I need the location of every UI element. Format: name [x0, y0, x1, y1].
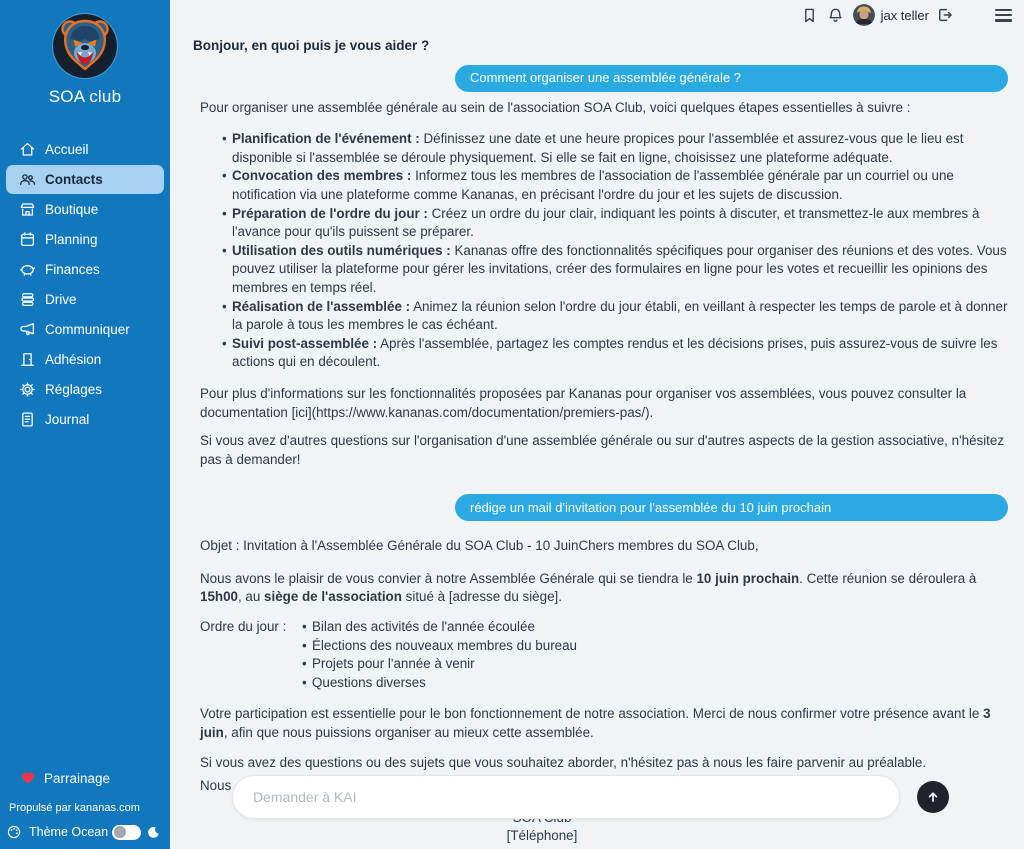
bullet-text: Définissez une date et une heure propices pour l'assemblée et assurez-vous que le lieu est disponible si l'assemblée se déroule physiquement. Si elle se fait en ligne, choisissez une plateforme adéquate. [232, 131, 964, 165]
steps-list [200, 130, 1008, 372]
sidebar-item-planning[interactable] [6, 225, 164, 254]
sidebar [0, 0, 170, 849]
drive-icon [18, 291, 36, 309]
sidebar-item-label: Accueil [45, 142, 89, 157]
text-part: , afin que nous puissions organiser au mieux cette assemblée. [223, 725, 594, 741]
home-icon [18, 141, 36, 159]
moon-icon [147, 826, 160, 839]
username: jax teller [880, 7, 929, 23]
list-item [222, 130, 1008, 167]
bullet-title: Préparation de l'ordre du jour : [232, 205, 428, 221]
list-item [222, 205, 1008, 242]
calendar-icon [18, 231, 36, 249]
main-content [170, 0, 1024, 849]
assistant-paragraph [200, 705, 1008, 742]
chat-input[interactable] [251, 788, 881, 806]
user-message [200, 494, 1008, 521]
store-icon [18, 201, 36, 219]
list-item [222, 167, 1008, 204]
sidebar-item-drive[interactable] [6, 285, 164, 314]
bullet-title: Planification de l'événement : [232, 131, 420, 147]
bear-mascot-icon [53, 14, 117, 78]
assistant-paragraph [200, 570, 1008, 607]
sidebar-nav [0, 135, 170, 434]
theme-row [0, 821, 170, 843]
bullet-text: Créez un ordre du jour clair, indiquant les points à discuter, et transmettez-le aux membres à l'avance pour qu'ils puissent se préparer. [232, 205, 980, 240]
agenda-list [300, 618, 1008, 692]
parrainage-label: Parrainage [44, 770, 111, 786]
text-part-bold: 15h00 [200, 589, 238, 605]
bullet-title: Utilisation des outils numériques : [232, 242, 451, 258]
sidebar-item-reglages[interactable] [6, 375, 164, 404]
list-item [222, 335, 1008, 372]
bell-icon[interactable] [827, 6, 845, 24]
chat-thread [193, 37, 1008, 772]
text-part: Votre participation est essentielle pour le bon fonctionnement de notre association. Merci de nous confirmer votre présence avant le [200, 706, 984, 722]
sidebar-item-label: Boutique [45, 202, 99, 217]
sidebar-item-adhesion[interactable] [6, 345, 164, 374]
assistant-greeting: Bonjour, en quoi puis je vous aider ? [193, 38, 430, 53]
bullet-text: Kananas offre des fonctionnalités spécifiques pour organiser des réunions et des votes. Vous pouvez utiliser la plateforme pour gérer les invitations, créer des formulaires en ligne pour les votes et recueillir les opinions des membres en temps réel. [232, 242, 1007, 295]
partially-hidden-paragraph: Nous [200, 778, 232, 793]
theme-label: Thème Ocean [29, 825, 109, 839]
text-part-bold: 3 juin [200, 706, 991, 741]
sidebar-item-contacts[interactable] [6, 165, 164, 194]
palette-icon [6, 824, 22, 840]
journal-icon [18, 411, 36, 429]
assistant-message [200, 99, 1008, 470]
list-item: • Questions diverses [302, 674, 1008, 693]
text-part: Nous avons le plaisir de vous convier à notre Assemblée Générale qui se tiendra le [200, 570, 697, 586]
text-part: , au [237, 589, 265, 605]
list-item: • Bilan des activités de l'année écoulée [302, 618, 1008, 637]
sidebar-item-label: Communiquer [45, 322, 130, 337]
sidebar-item-label: Finances [45, 262, 100, 277]
sidebar-item-journal[interactable] [6, 405, 164, 434]
sidebar-footer [0, 764, 170, 849]
bullet-title: Réalisation de l'assemblée : [232, 298, 411, 314]
powered-by-text: Propulsé par kananas.com [9, 802, 140, 814]
logout-icon[interactable] [935, 6, 953, 24]
list-item [222, 242, 1008, 298]
sidebar-item-communiquer[interactable] [6, 315, 164, 344]
sidebar-item-label: Adhésion [45, 352, 102, 367]
agenda-block [200, 618, 1008, 692]
text-part: . Cette réunion se déroulera à [799, 570, 977, 586]
sidebar-item-accueil[interactable] [6, 135, 164, 164]
theme-toggle[interactable] [112, 825, 141, 840]
composer-bar [232, 775, 900, 819]
assistant-paragraph: Pour organiser une assemblée générale au sein de l'association SOA Club, voici quelques étapes essentielles à suivre : [200, 99, 911, 115]
text-part-bold: siège de l'association [264, 589, 402, 605]
avatar[interactable] [853, 4, 875, 26]
sidebar-item-finances[interactable] [6, 255, 164, 284]
assistant-message [200, 537, 1008, 772]
text-part-bold: 10 juin prochain [696, 570, 800, 586]
assistant-paragraph: Si vous avez des questions ou des sujets que vous souhaitez aborder, n'hésitez pas à nous les faire parvenir au préalable. [200, 754, 927, 770]
list-item [222, 298, 1008, 335]
sidebar-item-label: Drive [45, 292, 77, 307]
piggy-bank-icon [18, 261, 36, 279]
user-message [200, 65, 1008, 92]
list-item: • Projets pour l'année à venir [302, 655, 1008, 674]
menu-icon[interactable] [995, 9, 1012, 22]
email-subject-line: Objet : Invitation à l'Assemblée Générale du SOA Club - 10 JuinChers membres du SOA Club, [200, 538, 759, 554]
club-logo[interactable] [53, 14, 117, 78]
heart-icon [20, 770, 36, 786]
sidebar-item-label: Réglages [45, 382, 103, 397]
bullet-text: Animez la réunion selon l'ordre du jour établi, en veillant à respecter les temps de parole et à donner la parole à tous les membres le cas échéant. [232, 298, 1008, 333]
bullet-text: Informez tous les membres de l'association de l'assemblée générale par un courriel ou une notification via une plateforme comme Kananas, en précisant l'ordre du jour et les sujets de discussion. [232, 168, 954, 202]
megaphone-icon [18, 321, 36, 339]
topbar [801, 0, 1012, 30]
bullet-title: Suivi post-assemblée : [232, 335, 378, 351]
gear-icon [18, 381, 36, 399]
signature-line: [Téléphone] [506, 828, 578, 844]
arrow-up-icon [923, 781, 943, 813]
parrainage-button[interactable] [0, 764, 170, 792]
sidebar-item-label: Journal [45, 412, 90, 427]
assistant-paragraph: Si vous avez d'autres questions sur l'organisation d'une assemblée générale ou sur d'autres aspects de la gestion associative, n'hésitez pas à demander! [200, 433, 1005, 467]
text-part: situé à [adresse du siège]. [401, 589, 562, 605]
sidebar-item-label: Contacts [45, 172, 103, 187]
assistant-paragraph: Pour plus d'informations sur les fonctionnalités proposées par Kananas pour organiser vos assemblées, vous pouvez consulter la documentation [ici](https://www.kananas.com/documentation/premiers-pas/). [200, 385, 967, 420]
club-name: SOA club [48, 87, 122, 106]
user-message-bubble: Comment organiser une assemblée générale ? [455, 65, 1008, 92]
sidebar-item-boutique[interactable] [6, 195, 164, 224]
bullet-title: Convocation des membres : [232, 168, 412, 184]
user-message-bubble: rédige un mail d'invitation pour l'assemblée du 10 juin prochain [455, 494, 1008, 521]
contacts-icon [18, 171, 36, 189]
list-item: • Élections des nouveaux membres du bureau [302, 637, 1008, 656]
sidebar-item-label: Planning [45, 232, 98, 247]
send-button[interactable] [917, 781, 949, 813]
agenda-label: Ordre du jour : [200, 619, 287, 635]
bullet-text: Après l'assemblée, partagez les comptes rendus et les décisions prises, puis assurez-vous de suivre les actions qui en découlent. [232, 335, 998, 370]
toggle-knob [114, 826, 126, 838]
door-icon [18, 351, 36, 369]
bookmark-icon[interactable] [801, 6, 819, 24]
